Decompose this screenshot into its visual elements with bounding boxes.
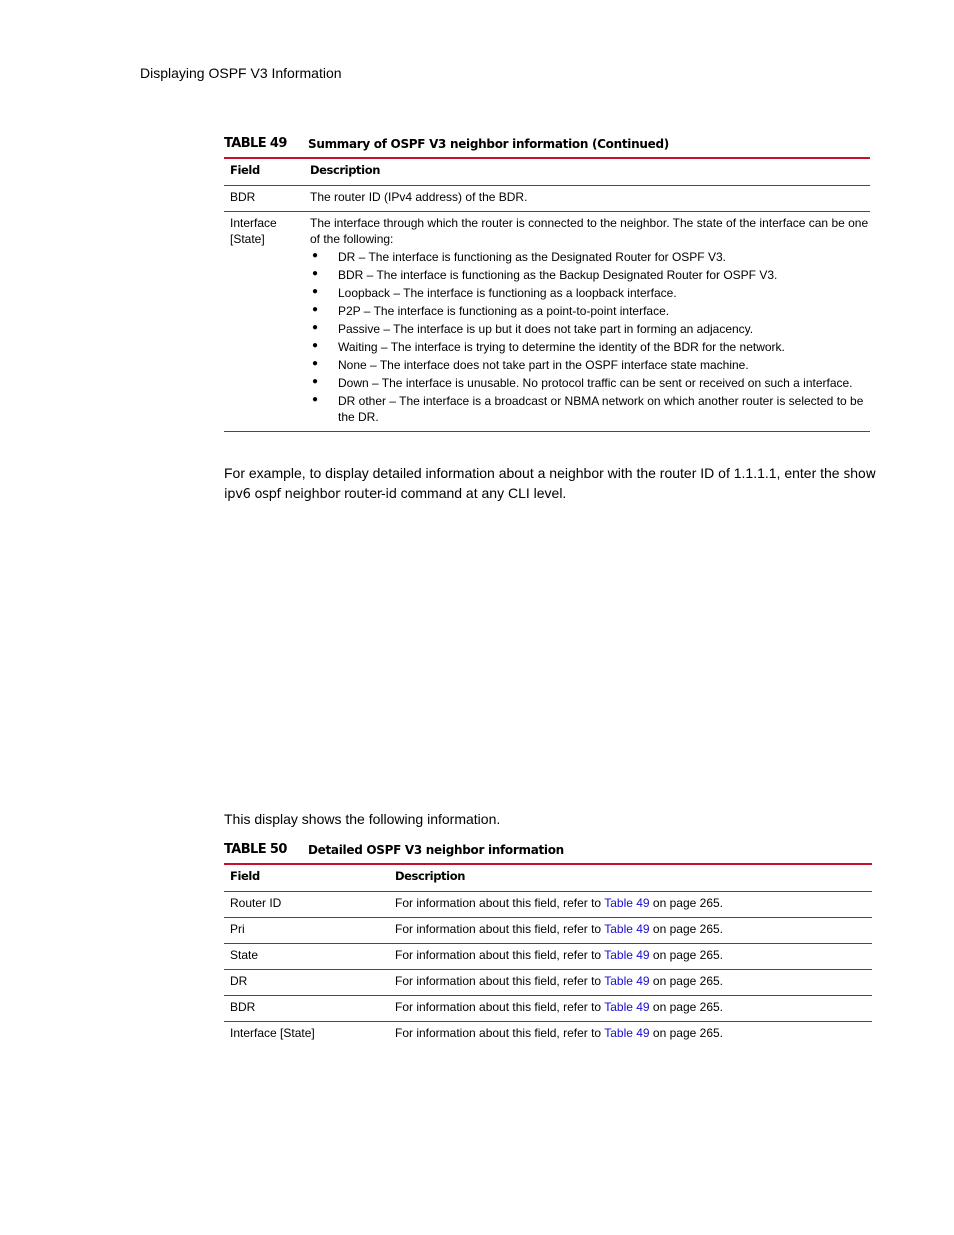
list-item: ● DR – The interface is functioning as the Designated Router for OSPF V3. xyxy=(310,249,870,265)
table-row xyxy=(224,917,872,943)
list-item: ● Loopback – The interface is functioning as a loopback interface. xyxy=(310,285,870,301)
table-49-header-row xyxy=(224,158,870,185)
list-item: ● Down – The interface is unusable. No protocol traffic can be sent or received on such a interface. xyxy=(310,375,870,391)
example-paragraph xyxy=(224,464,884,504)
table-49-desc-bdr: The router ID (IPv4 address) of the BDR. xyxy=(304,185,870,211)
list-item: ● Waiting – The interface is trying to determine the identity of the BDR for the network. xyxy=(310,339,870,355)
desc-suffix: on page 265. xyxy=(649,999,723,1014)
table-row xyxy=(224,211,870,431)
field-line: Interface xyxy=(230,215,277,230)
desc-prefix: For information about this field, refer to xyxy=(395,1025,605,1040)
desc-prefix: For information about this field, refer to xyxy=(395,973,605,988)
table-50-label: TABLE 50 xyxy=(224,842,287,857)
table-49-title: Summary of OSPF V3 neighbor information (Continued) xyxy=(308,137,669,151)
table-49-link[interactable]: Table 49 xyxy=(604,947,650,962)
table-49-link[interactable]: Table 49 xyxy=(604,895,650,910)
table-49-field-interface xyxy=(224,211,304,431)
field-description xyxy=(389,1021,872,1047)
list-item: ● P2P – The interface is functioning as a point-to-point interface. xyxy=(310,303,870,319)
field-name: State xyxy=(224,943,389,969)
table-50-title: Detailed OSPF V3 neighbor information xyxy=(308,843,564,857)
table-49-label: TABLE 49 xyxy=(224,136,287,151)
table-50 xyxy=(224,863,872,1047)
desc-prefix: For information about this field, refer to xyxy=(395,921,605,936)
table-49 xyxy=(224,157,870,432)
table-50-header-row xyxy=(224,864,872,891)
example-text-after: command at any CLI level. xyxy=(396,485,567,501)
field-name: Interface [State] xyxy=(230,1025,315,1040)
running-head: Displaying OSPF V3 Information xyxy=(140,65,342,81)
field-description xyxy=(389,969,872,995)
desc-suffix: on page 265. xyxy=(649,921,723,936)
table-row xyxy=(224,969,872,995)
table-50-header-description: Description xyxy=(389,864,872,891)
desc-suffix: on page 265. xyxy=(649,1025,723,1040)
field-name: Pri xyxy=(224,917,389,943)
display-note: This display shows the following information. xyxy=(224,811,501,827)
list-item: ● DR other – The interface is a broadcast or NBMA network on which another router is selected to be the DR. xyxy=(310,393,870,425)
table-50-header-field: Field xyxy=(224,864,389,891)
field-name: BDR xyxy=(224,995,389,1021)
field-line: [State] xyxy=(230,231,265,246)
table-49-desc-interface xyxy=(304,211,870,431)
table-49-header-description: Description xyxy=(304,158,870,185)
table-49-link[interactable]: Table 49 xyxy=(604,921,650,936)
field-name: DR xyxy=(224,969,389,995)
table-49-header-field: Field xyxy=(224,158,304,185)
table-row xyxy=(224,995,872,1021)
table-49-link[interactable]: Table 49 xyxy=(604,999,650,1014)
table-row xyxy=(224,943,872,969)
field-name: Router ID xyxy=(224,891,389,917)
desc-prefix: For information about this field, refer to xyxy=(395,895,605,910)
table-49-link[interactable]: Table 49 xyxy=(604,973,650,988)
list-item: ● BDR – The interface is functioning as the Backup Designated Router for OSPF V3. xyxy=(310,267,870,283)
list-item: ● None – The interface does not take part in the OSPF interface state machine. xyxy=(310,357,870,373)
table-49-field-bdr: BDR xyxy=(224,185,304,211)
cli-command: show ipv6 ospf neighbor router-id xyxy=(224,467,876,502)
desc-suffix: on page 265. xyxy=(649,973,723,988)
table-row xyxy=(224,185,870,211)
table-row xyxy=(224,1021,872,1047)
list-item: ● Passive – The interface is up but it does not take part in forming an adjacency. xyxy=(310,321,870,337)
table-49-link[interactable]: Table 49 xyxy=(604,1025,650,1040)
field-description xyxy=(389,891,872,917)
desc-prefix: For information about this field, refer to xyxy=(395,999,605,1014)
example-text-before: For example, to display detailed information about a neighbor with the router ID of 1.1.1.1, enter the xyxy=(224,465,844,481)
interface-intro: The interface through which the router is connected to the neighbor. The state of the interface can be one of the following: xyxy=(310,215,869,246)
table-row xyxy=(224,891,872,917)
interface-state-list xyxy=(310,249,870,425)
field-description xyxy=(389,917,872,943)
desc-suffix: on page 265. xyxy=(649,947,723,962)
desc-suffix: on page 265. xyxy=(649,895,723,910)
field-description xyxy=(389,995,872,1021)
desc-prefix: For information about this field, refer to xyxy=(395,947,605,962)
field-description xyxy=(389,943,872,969)
